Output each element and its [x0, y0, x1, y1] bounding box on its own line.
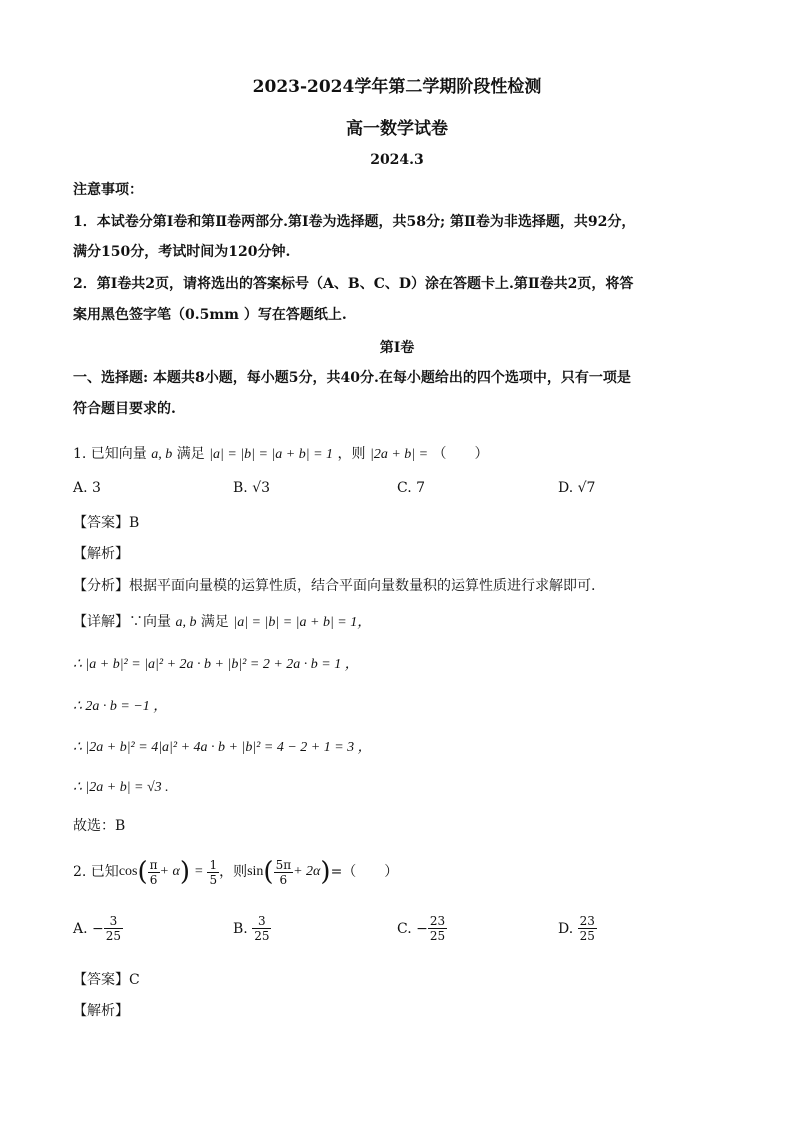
question-1-detail	[73, 612, 371, 633]
exam-subtitle: 高一数学试卷	[346, 119, 448, 139]
question-1-option-d: D. √7	[558, 480, 596, 496]
question-1-stem	[73, 444, 489, 465]
question-1-analysis-tag: 【解析】	[73, 546, 129, 562]
question-1-option-b: B. √3	[233, 480, 271, 496]
notice-item-1-line-2: 满分150分，考试时间为120分钟.	[73, 244, 291, 260]
volume-heading: 第Ⅰ卷	[379, 340, 415, 356]
question-2-fraction-pi-6: $\frac{\pi}{6}$	[149, 857, 158, 887]
question-2-stem: 2. 已知 cos ( $\frac{\pi}{6}$ + α ) = $\frac{1}{5}$ ，则 sin ( $\frac{5\pi}{6}$ + 2α ) =（ ）	[73, 857, 399, 887]
question-1-step-3: ∴ |2a + b|² = 4|a|² + 4a · b + |b|² = 4 − 2 + 1 = 3 ，	[73, 740, 372, 755]
question-2-plus-alpha: + α	[159, 864, 180, 879]
question-1-then: ，则	[337, 446, 366, 462]
question-2-fraction-5pi-6: $\frac{5\pi}{6}$	[275, 857, 292, 887]
question-1-condition: |a| = |b| = |a + b| = 1	[209, 447, 334, 462]
question-1-blank: （ ）	[432, 446, 489, 462]
notice-item-2-line-1: 2．第Ⅰ卷共2页，请将选出的答案标号（A、B、C、D）涂在答题卡上.第Ⅱ卷共2页，将答	[73, 276, 634, 292]
notice-item-2-line-2: 案用黑色签字笔（0.5mm ）写在答题纸上.	[73, 307, 347, 323]
question-2-equals: =	[193, 864, 204, 879]
question-1-detail-vectors: a, b	[175, 615, 197, 630]
question-2-option-d: D. $\frac{23}{25}$	[558, 914, 595, 943]
question-2-sin: sin	[247, 864, 264, 879]
part-one-heading-line-2: 符合题目要求的.	[73, 401, 176, 417]
question-2-option-c: C. − $\frac{23}{25}$	[397, 914, 446, 943]
question-2-then: ，则	[219, 864, 248, 880]
question-2-prefix: 2. 已知	[73, 864, 119, 880]
question-1-detail-mid: 满足	[200, 614, 229, 630]
part-one-heading-line-1: 一、选择题: 本题共8小题，每小题5分，共40分.在每小题给出的四个选项中，只有一项是	[73, 370, 631, 386]
question-1-detail-prefix: 【详解】∵向量	[73, 614, 171, 630]
question-1-target: |2a + b| =	[369, 447, 429, 462]
question-1-analysis: 【分析】根据平面向量模的运算性质，结合平面向量数量积的运算性质进行求解即可.	[73, 578, 596, 594]
question-1-answer: 【答案】B	[73, 515, 140, 531]
question-1-step-4: ∴ |2a + b| = √3 .	[73, 780, 169, 795]
question-2-plus-2alpha: + 2α	[293, 864, 321, 879]
question-1-conclusion: 故选：B	[73, 818, 126, 834]
question-2-blank: =（ ）	[330, 864, 399, 880]
question-1-condition-label: 满足	[176, 446, 205, 462]
question-2-fraction-1-5: $\frac{1}{5}$	[209, 857, 218, 887]
exam-date: 2024.3	[370, 152, 424, 168]
question-2-answer: 【答案】C	[73, 972, 140, 988]
question-2-option-b: B. $\frac{3}{25}$	[233, 914, 270, 943]
question-1-step-2: ∴ 2a · b = −1 ，	[73, 699, 168, 714]
question-1-vectors: a, b	[151, 447, 173, 462]
exam-title: 2023-2024学年第二学期阶段性检测	[252, 77, 542, 97]
question-1-prefix: 1. 已知向量	[73, 446, 147, 462]
question-2-option-a: A. − $\frac{3}{25}$	[73, 914, 122, 943]
question-1-detail-condition: |a| = |b| = |a + b| = 1，	[233, 615, 372, 630]
notice-item-1-line-1: 1．本试卷分第Ⅰ卷和第Ⅱ卷两部分.第Ⅰ卷为选择题，共58分; 第Ⅱ卷为非选择题，共92分，	[73, 214, 636, 230]
question-1-option-c: C. 7	[397, 480, 426, 496]
notice-heading: 注意事项：	[73, 182, 143, 198]
question-1-option-a: A. 3	[73, 480, 101, 496]
question-1-step-1: ∴ |a + b|² = |a|² + 2a · b + |b|² = 2 + 2a · b = 1 ，	[73, 657, 359, 672]
question-2-cos: cos	[118, 864, 138, 879]
question-2-analysis-tag: 【解析】	[73, 1003, 129, 1019]
